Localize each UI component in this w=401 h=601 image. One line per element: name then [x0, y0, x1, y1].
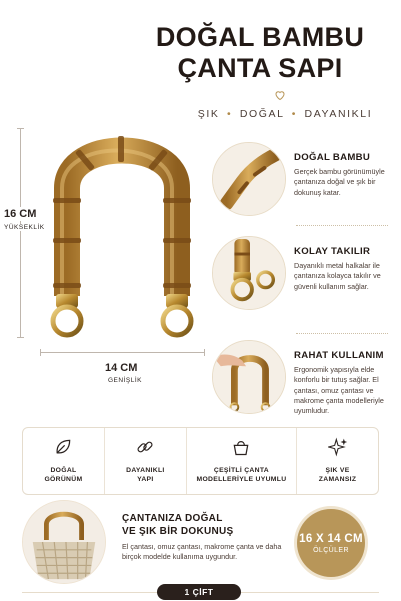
benefit-label-line: YAPI: [137, 476, 154, 483]
tagline-item: ŞIK: [197, 108, 220, 120]
benefit-label: [44, 466, 82, 484]
feature-title: KOLAY TAKILIR: [294, 246, 371, 257]
benefit-label: [319, 466, 357, 484]
benefit-label-line: DAYANIKLI: [126, 467, 165, 474]
size-badge: [297, 509, 365, 577]
benefits-bar: [22, 427, 379, 495]
feature-image-ring-closeup: [212, 236, 286, 310]
title-line-1: DOĞAL BAMBU: [155, 22, 365, 52]
handbag-icon: [231, 437, 251, 457]
page-title: [130, 22, 390, 84]
benefit-natural-look: [23, 428, 105, 494]
bamboo-handle-image: [22, 118, 222, 348]
feature-image-hand-holding: [212, 340, 286, 414]
title-line-2: ÇANTA SAPI: [177, 53, 343, 83]
benefit-durable: [105, 428, 187, 494]
feature-description: Dayanıklı metal halkalar ile çantanıza kolayca takılır ve güvenli kullanım sağlar.: [294, 261, 381, 291]
sparkle-icon: [328, 437, 348, 457]
feature-description: Ergonomik yapısıyla elde konforlu bir tutuş sağlar. El çantası, omuz çantası ve makrome çanta modelleriyle uyumludur.: [294, 365, 384, 416]
benefit-label-line: GÖRÜNÜM: [44, 476, 83, 483]
benefit-label-line: DOĞAL: [50, 467, 77, 474]
benefit-label-line: ZAMANSIZ: [318, 476, 357, 483]
bottom-title-line: VE ŞIK BİR DOKUNUŞ: [122, 526, 234, 537]
tagline-item: DAYANIKLI: [304, 108, 373, 120]
height-value: 16 CM: [4, 208, 37, 220]
feature-title: DOĞAL BAMBU: [294, 152, 371, 163]
bottom-title: [122, 512, 292, 538]
tagline-separator: •: [227, 108, 233, 120]
benefit-label: [197, 466, 287, 484]
height-label: YÜKSEKLİK: [4, 224, 45, 231]
benefit-compatible: [187, 428, 297, 494]
divider: [296, 333, 388, 334]
benefit-label-line: ŞIK VE: [325, 467, 350, 474]
leaf-icon: [53, 437, 73, 457]
width-dimension-line: [40, 352, 205, 353]
heart-icon: [274, 89, 286, 101]
benefit-stylish: [297, 428, 378, 494]
divider: [296, 225, 388, 226]
chain-link-icon: [135, 437, 155, 457]
feature-image-bamboo-closeup: [212, 142, 286, 216]
feature-title: RAHAT KULLANIM: [294, 350, 384, 361]
height-dimension-line: [20, 128, 21, 338]
benefit-label-line: ÇEŞİTLİ ÇANTA: [213, 467, 270, 474]
size-value: 16 X 14 CM: [299, 532, 363, 545]
width-value: 14 CM: [105, 362, 138, 374]
size-label: ÖLÇÜLER: [313, 546, 349, 554]
macrame-bag-image: [22, 500, 106, 584]
benefit-label-line: MODELLERİYLE UYUMLU: [196, 476, 287, 483]
tagline-separator: •: [291, 108, 298, 120]
quantity-badge: 1 ÇİFT: [157, 584, 241, 600]
tagline-item: DOĞAL: [239, 108, 285, 120]
benefit-label: [126, 466, 164, 484]
bottom-title-line: ÇANTANIZA DOĞAL: [122, 513, 223, 524]
width-label: GENİŞLİK: [108, 377, 142, 384]
bottom-description: El çantası, omuz çantası, makrome çanta ve daha birçok modelde kullanıma uygundur.: [122, 542, 282, 562]
feature-description: Gerçek bambu görünümüyle çantanıza doğal ve şık bir dokunuş katar.: [294, 167, 385, 197]
